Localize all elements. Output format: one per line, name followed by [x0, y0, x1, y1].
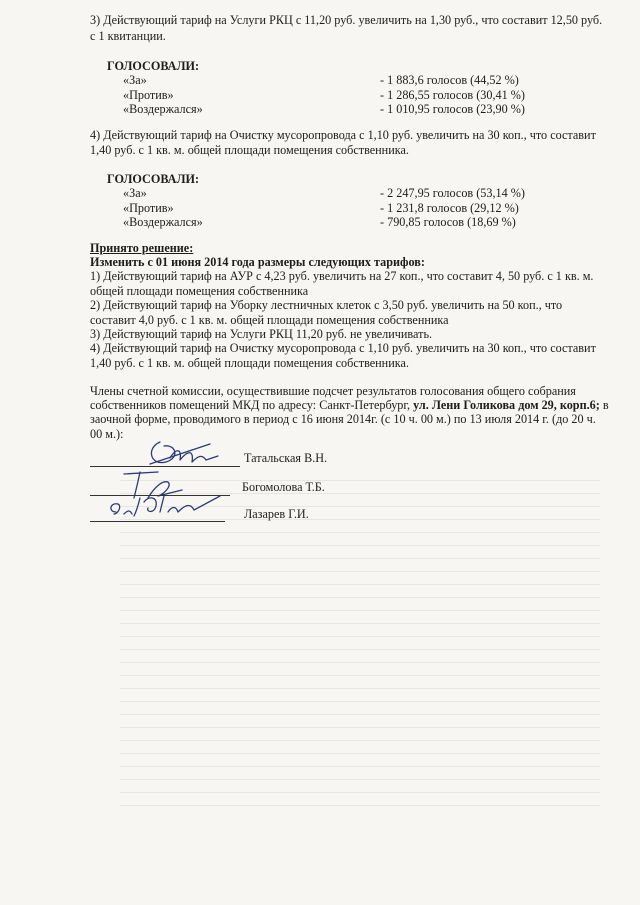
vote1-against-value: - 1 286,55 голосов (30,41 %) [380, 88, 525, 102]
item4-line2: 1,40 руб. с 1 кв. м. общей площади помещения собственника. [90, 143, 409, 157]
vote2-against-value: - 1 231,8 голосов (29,12 %) [380, 201, 519, 215]
item3-line1: 3) Действующий тариф на Услуги РКЦ с 11,20 руб. увеличить на 1,30 руб., что составит 12,50 руб. [90, 13, 603, 27]
decision-line: 2) Действующий тариф на Уборку лестничных клеток с 3,50 руб. увеличить на 50 коп., что [90, 298, 563, 312]
signature-3-handwriting [100, 488, 230, 522]
decision-subtitle: Изменить с 01 июня 2014 года размеры следующих тарифов: [90, 255, 425, 269]
vote2-heading: ГОЛОСОВАЛИ: [107, 172, 200, 186]
vote1-against-label: «Против» [123, 88, 174, 102]
bleed-through-text [120, 480, 600, 810]
vote1-abstain-label: «Воздержался» [123, 102, 203, 116]
decision-line: составит 4,0 руб. с 1 кв. м. общей площади помещения собственника [90, 313, 449, 327]
vote2-for-label: «За» [123, 186, 147, 200]
item3-line2: с 1 квитанции. [90, 29, 166, 43]
commission-line4: 00 м.): [90, 427, 124, 441]
vote1-heading: ГОЛОСОВАЛИ: [107, 59, 200, 73]
decision-line: 4) Действующий тариф на Очистку мусоропровода с 1,10 руб. увеличить на 30 коп., что составит [90, 341, 596, 355]
vote2-abstain-value: - 790,85 голосов (18,69 %) [380, 215, 516, 229]
commission-line2 [90, 398, 609, 412]
signer-name-1: Татальская В.Н. [244, 451, 328, 465]
commission-line3: заочной форме, проводимого в период с 16 июня 2014г. (с 10 ч. 00 м.) по 13 июля 2014 г. (до 20 ч. [90, 412, 596, 426]
vote2-for-value: - 2 247,95 голосов (53,14 %) [380, 186, 525, 200]
vote1-for-value: - 1 883,6 голосов (44,52 %) [380, 73, 519, 87]
commission-line2-post: в [599, 398, 609, 412]
signature-line-3 [90, 521, 225, 522]
decision-title: Принято решение: [90, 241, 194, 255]
vote1-abstain-value: - 1 010,95 голосов (23,90 %) [380, 102, 525, 116]
vote2-against-label: «Против» [123, 201, 174, 215]
signer-name-3: Лазарев Г.И. [244, 507, 309, 521]
vote1-for-label: «За» [123, 73, 147, 87]
signer-name-2: Богомолова Т.Б. [242, 480, 325, 494]
commission-line1: Члены счетной комиссии, осуществившие подсчет результатов голосования общего собрания [90, 384, 576, 398]
decision-line: 1,40 руб. с 1 кв. м. общей площади помещения собственника. [90, 356, 409, 370]
decision-line: 1) Действующий тариф на АУР с 4,23 руб. увеличить на 27 коп., что составит 4, 50 руб. с 1 кв. м. [90, 269, 594, 283]
commission-line2-pre: собственников помещений МКД по адресу: Санкт-Петербург, [90, 398, 414, 412]
commission-address: ул. Лени Голикова дом 29, корп.6; [413, 398, 600, 412]
signature-line-1 [90, 466, 240, 467]
decision-line: общей площади помещения собственника [90, 284, 309, 298]
decision-line: 3) Действующий тариф на Услуги РКЦ 11,20 руб. не увеличивать. [90, 327, 433, 341]
item4-line1: 4) Действующий тариф на Очистку мусоропровода с 1,10 руб. увеличить на 30 коп., что составит [90, 128, 596, 142]
vote2-abstain-label: «Воздержался» [123, 215, 203, 229]
